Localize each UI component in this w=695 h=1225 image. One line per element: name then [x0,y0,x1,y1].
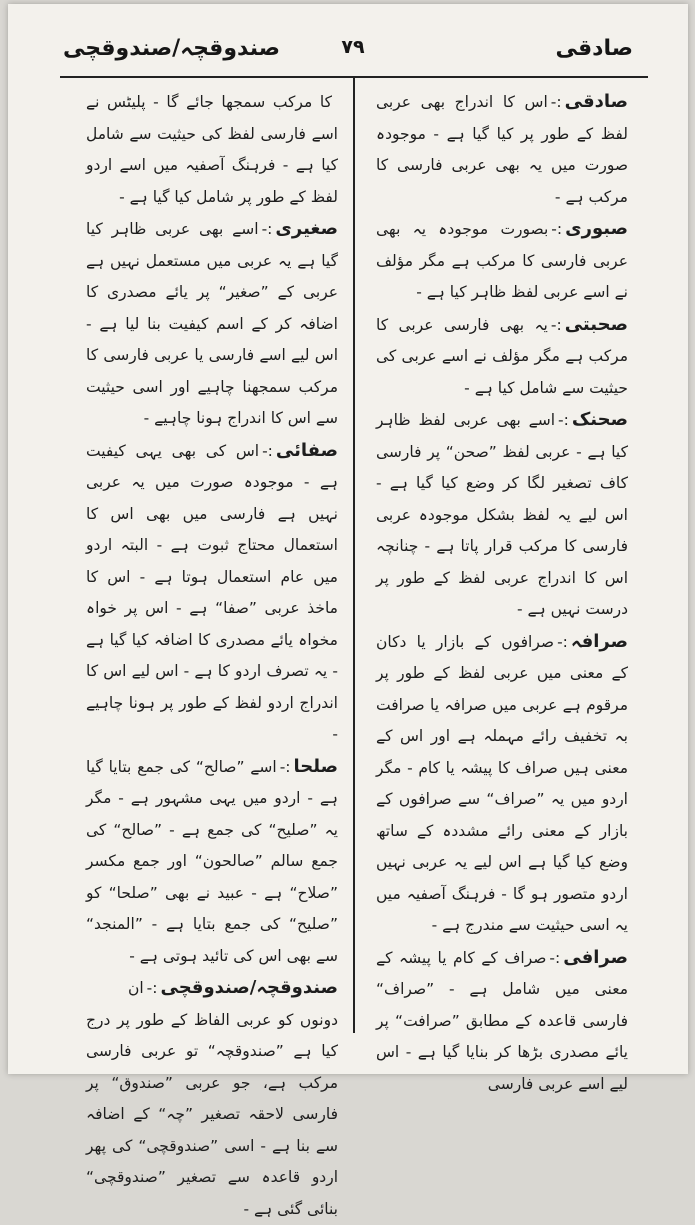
page-number: ۷۹ [341,36,365,58]
entry [376,942,628,1101]
entry-text: ان دونوں کو عربی الفاظ کے طور پر درج کیا ہے ”صندوقچہ“ تو عربی فارسی مرکب ہے، جو عربی ”صندوق“ پر فارسی لاحقہ تصغیر ”چہ“ کے اضافہ سے بنا ہے - اسی ”صندوقچی“ کی پھر اردو قاعدہ سے تصغیر ”صندوقچی“ بنائی گئی ہے - [86,979,338,1218]
entry-text: اسے بھی عربی لفظ ظاہر کیا ہے - عربی لفظ ”صحن“ پر فارسی کاف تصغیر لگا کر وضع کیا گیا ہے - اس لیے یہ لفظ بشکل موجودہ عربی فارسی کا مرکب قرار پاتا ہے - چنانچہ اس کا اندراج عربی لفظ کے طور پر درست نہیں ہے - [376,411,628,618]
entry [86,86,338,213]
entry-text: کا مرکب سمجھا جائے گا - پلیٹس نے اسے فارسی لفظ کی حیثیت سے شامل کیا ہے - فرہنگ آصفیہ میں اسے اردو لفظ کے طور پر شامل کیا گیا ہے - [86,93,338,206]
entry-text: بصورت موجودہ یہ بھی عربی فارسی کا مرکب ہے مگر مؤلف نے اسے عربی لفظ ظاہر کیا ہے - [376,220,628,301]
book-page [8,4,688,1218]
entry-text: اسے ”صالح“ کی جمع بتایا گیا ہے - اردو میں یہی مشہور ہے - مگر یہ ”صلیح“ کی جمع ہے - ”صالح“ کی جمع سالم ”صالحون“ اور جمع مکسر ”صلاح“ ہے - عبید نے بھی ”صلحا“ کو ”صلیح“ کی جمع بتایا ہے - ”المنجد“ سے بھی اس کی تائید ہوتی ہے - [86,757,338,965]
entry-separator: :- [549,948,561,967]
entry-separator: :- [550,315,562,334]
entry-headword: صحنک [571,409,628,430]
header-section-word: صادقی [555,36,633,61]
entry-headword: صغیری [275,218,338,239]
entry [376,626,628,942]
entry-separator: :- [558,411,569,429]
entry [376,309,628,405]
entry-headword: صلحا [293,755,338,777]
entry-headword: صرافی [563,946,628,968]
entry-separator: :- [557,632,568,651]
entry [376,213,628,309]
entry-text: اس کی بھی یہی کیفیت ہے - موجودہ صورت میں یہ عربی نہیں ہے فارسی میں بھی اس کا استعمال محتاج ثبوت ہے - البتہ اردو میں عام استعمال ہوتا ہے - اس کا ماخذ عربی ”صفا“ ہے - اس پر خواہ مخواہ یائے مصدری کا اضافہ کیا گیا ہے - یہ تصرف اردو کا ہے - اس لیے اس کا اندراج اردو لفظ کے طور پر ہونا چاہیے - [86,441,338,743]
entry-text: اسے بھی عربی ظاہر کیا گیا ہے یہ عربی میں مستعمل نہیں ہے عربی کے ”صغیر“ پر یائے مصدری کا اضافہ کر کے اسم کیفیت بنا لیا ہے - اس لیے اسے فارسی یا عربی فارسی کا مرکب سمجھنا چاہیے اور اسی حیثیت سے اس کا اندراج ہونا چاہیے - [86,220,338,427]
entry-text: یہ بھی فارسی عربی کا مرکب ہے مگر مؤلف نے اسے عربی کی حیثیت سے شامل کیا ہے - [376,315,628,397]
left-column [86,86,338,1218]
entry-headword: صادقی [564,91,628,112]
entry-headword: صحبتی [564,313,628,335]
entry-separator: :- [262,441,273,460]
column-divider [353,78,355,1033]
entry [376,404,628,626]
entry-text: اس کا اندراج بھی عربی لفظ کے طور پر کیا گیا ہے - موجودہ صورت میں یہ بھی عربی فارسی کا مرکب ہے - [376,93,628,206]
entry-headword: صفائی [275,439,338,461]
entry [86,435,338,751]
entry-headword: صبوری [565,218,628,239]
entry-text: صراف کے کام یا پیشہ کے معنی میں شامل ہے - ”صراف“ فارسی قاعدہ کے مطابق ”صرافت“ پر یائے مصدری بڑھا کر بنایا گیا ہے - اس لیے اسے عربی فارسی [376,948,628,1093]
entry-separator: :- [146,979,158,997]
entry [376,86,628,213]
entry-separator: :- [551,220,563,238]
entry [86,972,338,1225]
entry-headword: صرافہ [570,630,628,652]
entry-separator [332,93,338,111]
entry-separator: :- [279,757,291,776]
entry-separator: :- [550,93,562,111]
page-header [63,32,643,74]
entry-text: صرافوں کے بازار یا دکان کے معنی میں عربی لفظ کے طور پر مرقوم ہے عربی میں صرافہ یا صرافت بہ تخفیف رائے مہملہ ہے اور اس کے معنی ہیں صراف کا پیشہ یا کام - مگر اردو میں یہ ”صراف“ سے صرافوں کے بازار کے معنی رائے مشددہ کے ساتھ وضع کیا گیا ہے اس لیے یہ عربی نہیں اردو متصور ہو گا - فرہنگ آصفیہ میں یہ اسی حیثیت سے مندرج ہے - [376,632,628,934]
entry-headword: صندوقچہ/صندوقچی [160,977,338,998]
entry-separator: :- [261,220,273,238]
header-running-title: صندوقچہ/صندوقچی [63,36,280,61]
entry [86,751,338,973]
entry [86,213,338,435]
right-column [376,86,628,1093]
